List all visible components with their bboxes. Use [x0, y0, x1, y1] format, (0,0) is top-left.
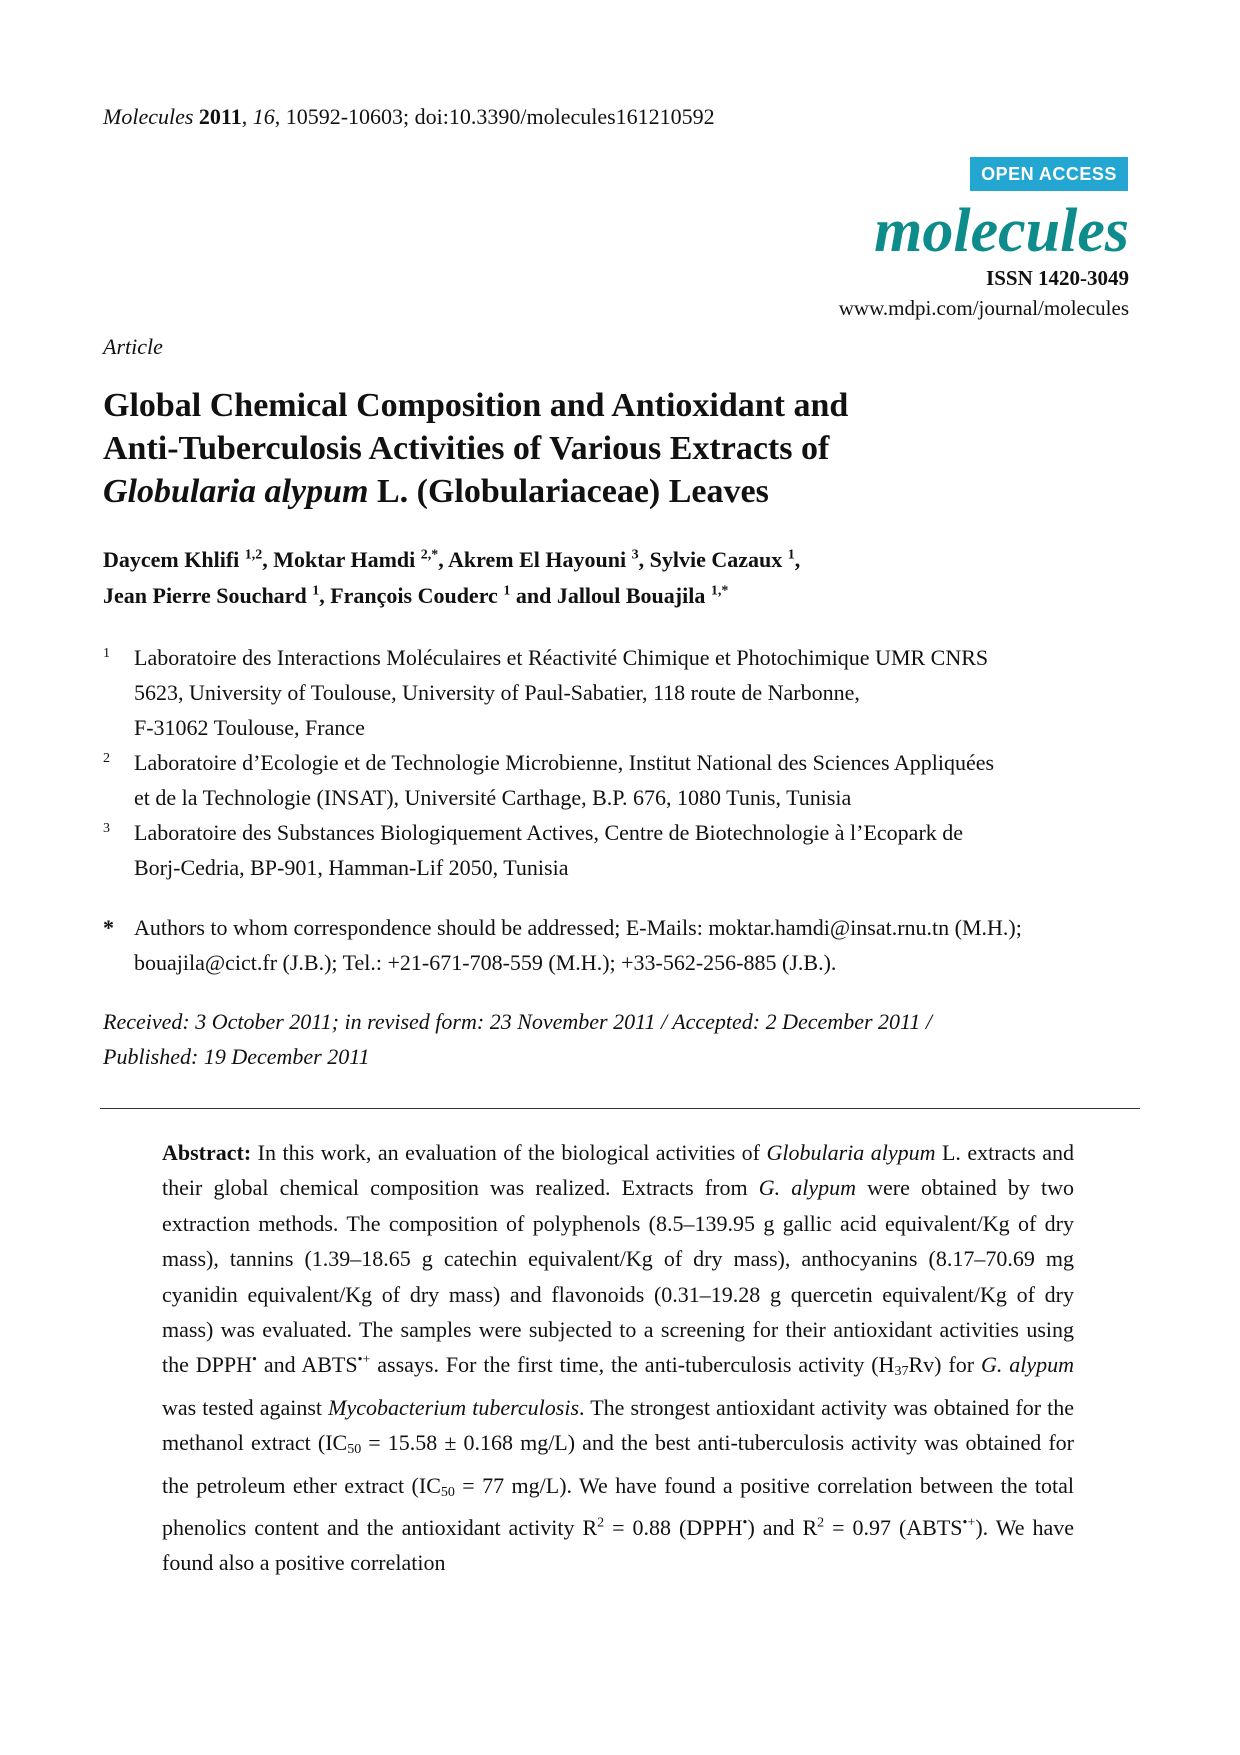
title-line-3-rest: L. (Globulariaceae) Leaves [368, 473, 769, 510]
journal-citation: Molecules 2011, 16, 10592-10603; doi:10.3390/molecules161210592 [103, 104, 715, 129]
publication-dates: Received: 3 October 2011; in revised form: 23 November 2011 / Accepted: 2 December 2011 / Published: 19 December 2011 [103, 1009, 933, 1069]
author-name: Akrem El Hayouni [448, 547, 627, 572]
abstract-label: Abstract: [162, 1140, 252, 1165]
author-name: Jalloul Bouajila [556, 583, 706, 608]
issn: ISSN 1420-3049 [986, 266, 1129, 290]
author-name: Daycem Khlifi [103, 547, 240, 572]
affiliation-1: 1 Laboratoire des Interactions Moléculaires et Réactivité Chimique et Photochimique UMR CNRS 5623, University of Toulouse, University of Paul-Sabatier, 118 route de Narbonne, F-31062 Toulouse, France [103, 640, 1133, 745]
affiliation-number: 3 [103, 821, 110, 836]
affiliation-number: 1 [103, 646, 110, 661]
journal-logo: molecules [874, 197, 1129, 265]
journal-url[interactable]: www.mdpi.com/journal/molecules [838, 296, 1129, 320]
affiliation-2: 2 Laboratoire d’Ecologie et de Technologie Microbienne, Institut National des Sciences Appliquées et de la Technologie (INSAT), Université Carthage, B.P. 676, 1080 Tunis, Tunisia [103, 745, 1133, 815]
title-line-1: Global Chemical Composition and Antioxidant and [103, 387, 849, 424]
author-line-2: Jean Pierre Souchard $^1$, François Couderc $^1$ and Jalloul Bouajila $^{1,*}$ [103, 583, 729, 608]
correspondence: * Authors to whom correspondence should be addressed; E-Mails: moktar.hamdi@insat.rnu.tn (M.H.); bouajila@cict.fr (J.B.); Tel.: +21-671-708-559 (M.H.); +33-562-256-885 (J.B.). [103, 910, 1133, 980]
abstract: Abstract: In this work, an evaluation of the biological activities of Globularia alypum L. extracts and their global chemical composition was realized. Extracts from G. alypum were obtained by two extraction methods. The composition of polyphenols (8.5–139.95 g gallic acid equivalent/Kg of dry mass), tannins (1.39–18.65 g catechin equivalent/Kg of dry mass), anthocyanins (8.17–70.69 mg cyanidin equivalent/Kg of dry mass) and flavonoids (0.31–19.28 g quercetin equivalent/Kg of dry mass) was evaluated. The samples were subjected to a screening for their antioxidant activities using the DPPH• and ABTS•+ assays. For the first time, the anti-tuberculosis activity $(H_{37}Rv)$ for G. alypum was tested against Mycobacterium tuberculosis. The strongest antioxidant activity was obtained for the methanol extract ($IC_{50} = 15.58 \pm 0.168$ mg/L) and the best anti-tuberculosis activity was obtained for the petroleum ether extract ($IC_{50} = 77$ mg/L). We have found a positive correlation between the total phenolics content and the antioxidant activity $R^2 = 0.88$ (DPPH•) and $R^2 = 0.97$ (ABTS•+). We have found also a positive correlation [162, 1140, 1075, 1576]
affiliation-number: 2 [103, 751, 110, 766]
author-affil: 3 [631, 547, 639, 563]
author-name: Moktar Hamdi [273, 547, 416, 572]
title-line-3 [103, 470, 1003, 513]
affiliation-3: 3 Laboratoire des Substances Biologiquement Actives, Centre de Biotechnologie à l’Ecopark de Borj-Cedria, BP-901, Hamman-Lif 2050, Tunisia [103, 815, 1133, 885]
author-line-1: Daycem Khlifi $^{1,2}$, Moktar Hamdi $^{2,*}$, Akrem El Hayouni $^3$, Sylvie Cazaux $^1$, [103, 547, 801, 572]
author-affil: 1 [503, 583, 511, 599]
author-affil: 1 [787, 547, 795, 563]
author-affil: 1 [312, 583, 320, 599]
citation-volume: 16 [252, 104, 275, 129]
article-type: Article [103, 334, 163, 359]
title-line-2: Anti-Tuberculosis Activities of Various Extracts of [103, 430, 830, 467]
author-affil: 1,2 [244, 547, 263, 563]
paper-title [103, 384, 1003, 513]
citation-pages-doi[interactable]: 10592-10603; doi:10.3390/molecules161210592 [285, 104, 715, 129]
correspondence-mark: * [103, 915, 114, 940]
citation-year: 2011 [198, 104, 242, 129]
author-name: Jean Pierre Souchard [103, 583, 307, 608]
divider [100, 1108, 1140, 1109]
open-access-badge: OPEN ACCESS [970, 157, 1128, 191]
journal-cite-name: Molecules [103, 104, 194, 129]
author-list [103, 542, 1103, 614]
title-species: Globularia alypum [103, 473, 369, 510]
author-affil: 1,* [710, 583, 729, 599]
author-name: François Couderc [330, 583, 498, 608]
author-name: Sylvie Cazaux [649, 547, 783, 572]
author-affil: 2,* [420, 547, 439, 563]
